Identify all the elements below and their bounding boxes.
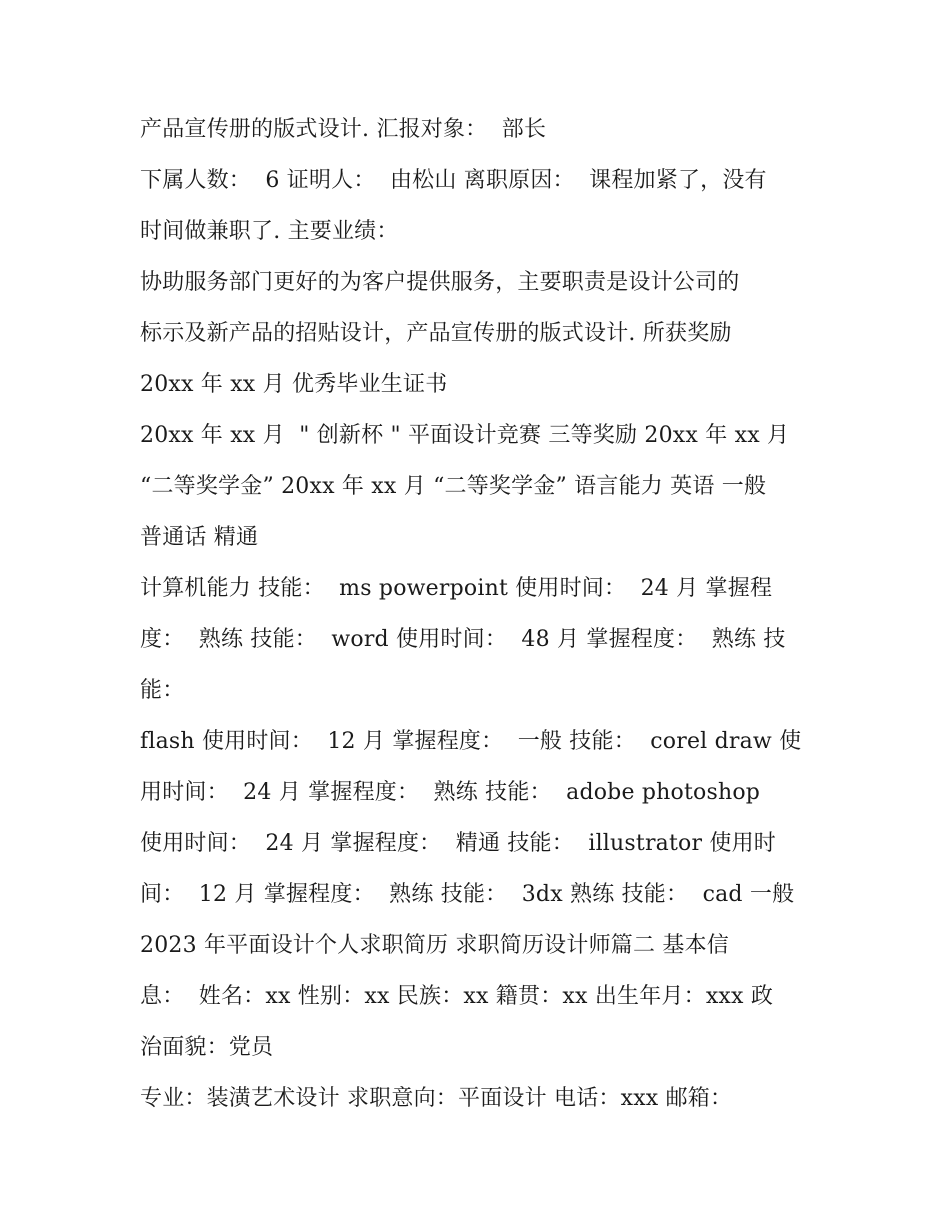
text-line: 用时间： 24 月 掌握程度： 熟练 技能： adobe photoshop [140, 780, 761, 805]
text-line: 下属人数： 6 证明人： 由松山 离职原因： 课程加紧了，没有 [140, 168, 767, 193]
text-line: 协助服务部门更好的为客户提供服务，主要职责是设计公司的 [140, 270, 740, 295]
text-line: 专业：装潢艺术设计 求职意向：平面设计 电话：xxx 邮箱： [140, 1086, 733, 1111]
text-line: 间： 12 月 掌握程度： 熟练 技能： 3dx 熟练 技能： cad 一般 [140, 882, 795, 907]
text-line: 普通话 精通 [140, 525, 259, 550]
text-line: 息： 姓名：xx 性别：xx 民族：xx 籍贯：xx 出生年月：xxx 政 [140, 984, 774, 1009]
text-line: 使用时间： 24 月 掌握程度： 精通 技能： illustrator 使用时 [140, 831, 776, 856]
text-line: 产品宣传册的版式设计. 汇报对象： 部长 [140, 117, 547, 142]
text-line: 20xx 年 xx 月 优秀毕业生证书 [140, 372, 448, 397]
text-line: 计算机能力 技能： ms powerpoint 使用时间： 24 月 掌握程 [140, 576, 773, 601]
text-line: 度： 熟练 技能： word 使用时间： 48 月 掌握程度： 熟练 技 [140, 627, 786, 652]
text-line: 时间做兼职了. 主要业绩： [140, 219, 399, 244]
text-line: 标示及新产品的招贴设计，产品宣传册的版式设计. 所获奖励 [140, 321, 732, 346]
text-line: “二等奖学金” 20xx 年 xx 月 “二等奖学金” 语言能力 英语 一般 [140, 474, 767, 499]
text-line: 2023 年平面设计个人求职简历 求职简历设计师篇二 基本信 [140, 933, 729, 958]
text-line: 治面貌：党员 [140, 1035, 274, 1060]
text-line: 20xx 年 xx 月 " 创新杯 " 平面设计竞赛 三等奖励 20xx 年 xx 月 [140, 423, 790, 448]
text-line: 能： [140, 678, 185, 703]
text-line: flash 使用时间： 12 月 掌握程度： 一般 技能： corel draw 使 [140, 729, 802, 754]
resume-text-body [140, 104, 840, 1124]
